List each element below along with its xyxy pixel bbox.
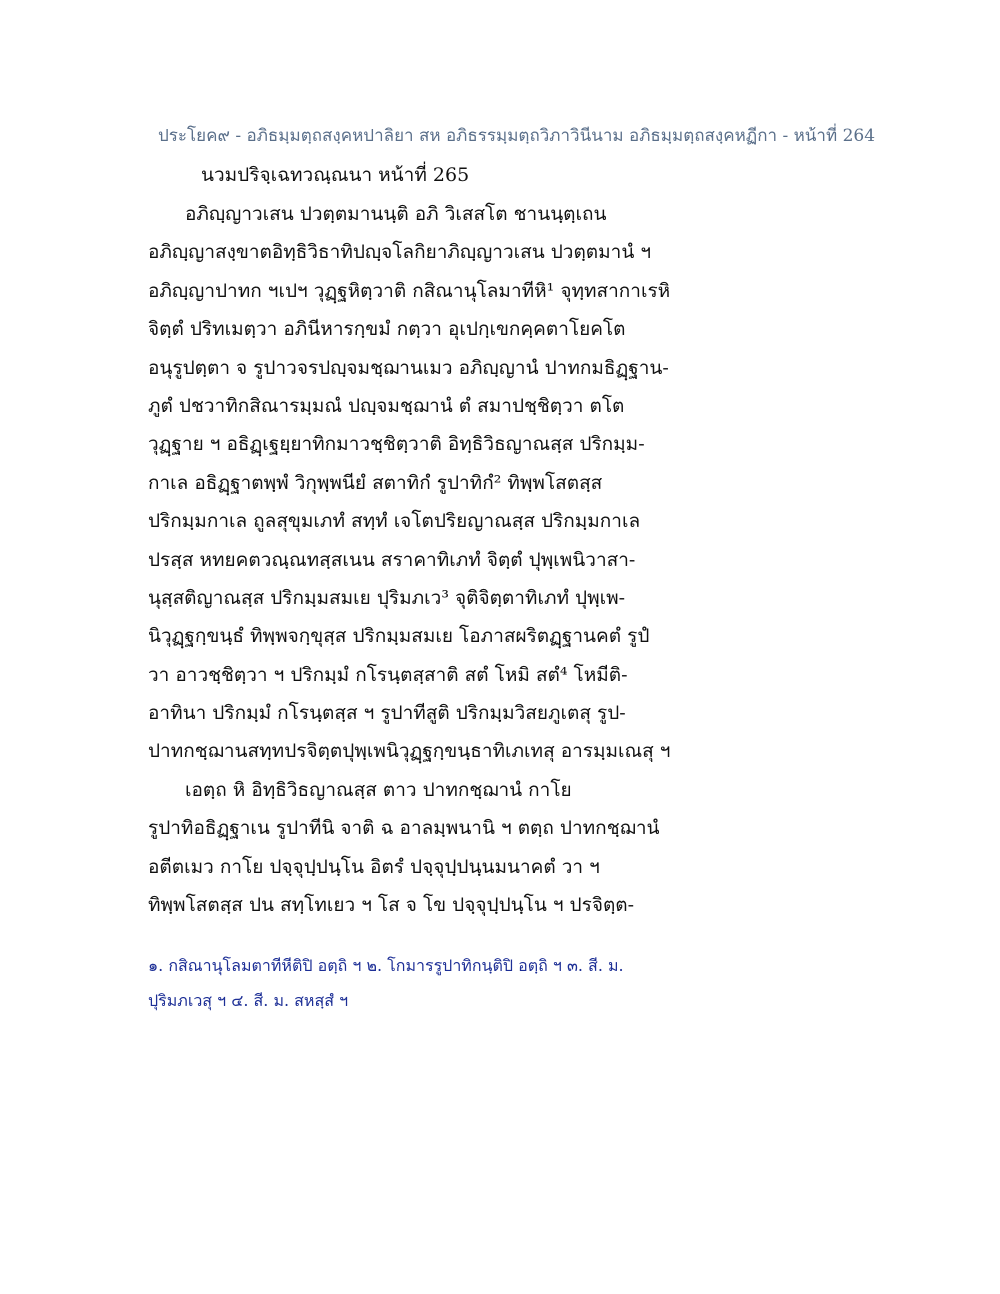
body-line: รูปาทิอธิฏฺฐาเน รูปาทีนิ จาติ ฉ อาลมฺพนานิ ฯ ตตฺถ ปาทกชฺฌานํ [148,817,660,840]
running-header: ประโยค๙ - อภิธมฺมตฺถสงฺคหปาลิยา สห อภิธรรมฺมตฺถวิภาวินีนาม อภิธมฺมตฺถสงฺคหฏีกา - หน้าที่ 264 [158,126,876,146]
body-line: เอตฺถ หิ อิทฺธิวิธญาณสฺส ตาว ปาทกชฺฌานํ กาโย [185,778,572,801]
footnotes [148,953,708,1023]
body-line: ภูตํ ปชวาทิกสิณารมฺมณํ ปญฺจมชฺฌานํ ตํ สมาปชฺชิตฺวา ตโต [148,394,625,417]
body-line: กาเล อธิฏฺฐาตพฺพํ วิกุพฺพนียํ สตาทิกํ รูปาทิกํ² ทิพฺพโสตสฺส [148,471,603,494]
footnote-line: ปุริมภเวสุ ฯ ๔. สี. ม. สหสฺสํ ฯ [148,991,349,1010]
body-line: วุฏฺฐาย ฯ อธิฏฺเฐยฺยาทิกมาวชฺชิตฺวาติ อิทฺธิวิธญาณสฺส ปริกมฺม- [148,433,645,456]
footnote-line: ๑. กสิณานุโลมตาทีหีติปิ อตฺถิ ฯ ๒. โกมารรูปาทิกนฺติปิ อตฺถิ ฯ ๓. สี. ม. [148,956,624,975]
body-line: ปาทกชฺฌานสทฺทปรจิตฺตปุพฺเพนิวุฏฺฐกฺขนฺธาทิเภเทสุ อารมฺมเณสุ ฯ [148,740,671,763]
body-line: อตีตเมว กาโย ปจฺจุปฺปนฺโน อิตรํ ปจฺจุปฺปนฺนมนาคตํ วา ฯ [148,855,600,878]
body-line: อภิญฺญาสงฺขาตอิทฺธิวิธาทิปญฺจโลกิยาภิญฺญาวเสน ปวตฺตมานํ ฯ [148,241,652,264]
body-line: อนุรูปตฺตา จ รูปาวจรปญฺจมชฺฌานเมว อภิญฺญานํ ปาทกมธิฏฺฐาน- [148,356,669,379]
body-text [148,200,688,929]
body-line: วา อาวชฺชิตฺวา ฯ ปริกมฺมํ กโรนฺตสฺสาติ สตํ โหมิ สตํ⁴ โหมีติ- [148,663,628,686]
body-line: ปรสฺส หทยคตวณฺณทสฺสเนน สราคาทิเภทํ จิตฺตํ ปุพฺเพนิวาสา- [148,548,636,571]
body-line: อภิญฺญาวเสน ปวตฺตมานนฺติ อภิ วิเสสโต ชานนฺตฺเถน [185,203,607,225]
body-line: อาทินา ปริกมฺมํ กโรนฺตสฺส ฯ รูปาทีสูติ ปริกมฺมวิสยภูเตสุ รูป- [148,702,626,725]
body-line: นิวุฏฺฐกฺขนฺธํ ทิพฺพจกฺขุสฺส ปริกมฺมสมเย โอภาสผริตฏฺฐานคตํ รูปํ [148,625,650,648]
body-line: นุสฺสติญาณสฺส ปริกมฺมสมเย ปุริมภเว³ จุติจิตฺตาทิเภทํ ปุพฺเพ- [148,586,626,609]
body-line: ปริกมฺมกาเล ถูลสุขุมเภทํ สทฺทํ เจโตปริยญาณสฺส ปริกมฺมกาเล [148,510,641,533]
body-line: อภิญฺญาปาทก ฯเปฯ วุฏฺฐหิตฺวาติ กสิณานุโลมาทีหิ¹ จุทฺทสากาเรหิ [148,279,671,302]
section-title: นวมปริจฺเฉทวณฺณนา หน้าที่ 265 [201,164,470,186]
body-line: จิตฺตํ ปริทเมตฺวา อภินีหารกฺขมํ กตฺวา อุเปกฺเขกคฺคตาโยคโต [148,318,626,341]
body-line: ทิพฺพโสตสฺส ปน สทฺโทเยว ฯ โส จ โข ปจฺจุปฺปนฺโน ฯ ปรจิตฺต- [148,894,635,917]
